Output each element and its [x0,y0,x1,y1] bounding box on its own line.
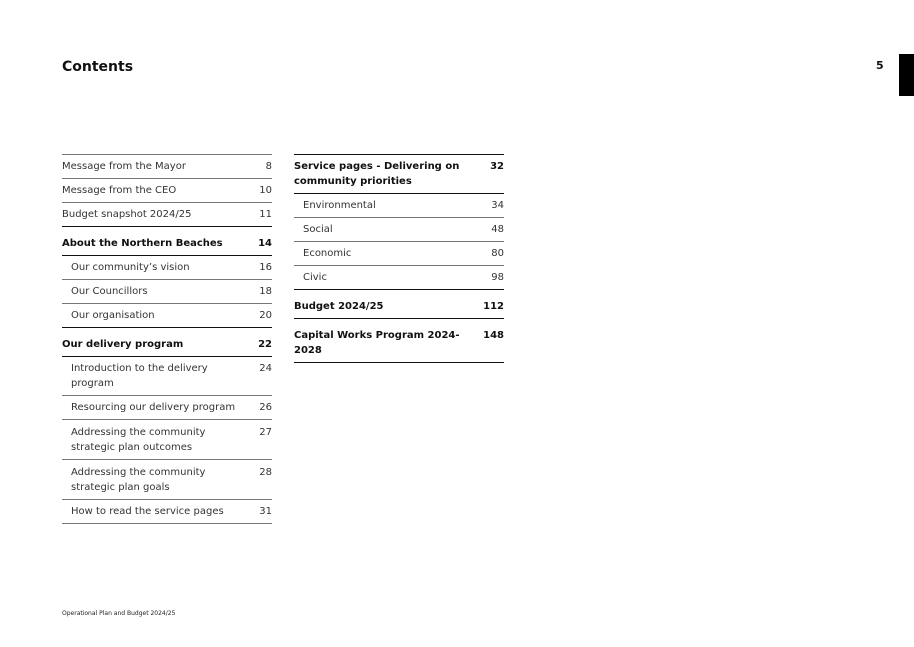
page-title: Contents [62,59,134,75]
toc-entry-label: Our Councillors [71,286,148,297]
toc-entry-page: 28 [259,467,272,478]
toc-section-page: 14 [258,238,272,249]
toc-entry-page: 26 [259,402,272,413]
toc-entry-message-mayor[interactable] [62,154,272,178]
toc-entry-economic[interactable] [294,241,504,265]
toc-section-label: Our delivery program [62,339,184,350]
toc-entry-budget-snapshot[interactable] [62,202,272,226]
toc-entry-label: Environmental [303,200,376,211]
toc-entry-read-service-pages[interactable] [62,499,272,523]
toc-entry-organisation[interactable] [62,303,272,327]
toc-entry-label: Social [303,224,333,235]
toc-entry-label: Resourcing our delivery program [71,402,236,413]
toc-entry-csp-outcomes[interactable] [62,419,272,459]
toc-entry-page: 31 [259,506,272,517]
toc-entry-community-vision[interactable] [62,255,272,279]
toc-entry-label: Economic [303,248,352,259]
toc-entry-civic[interactable] [294,265,504,289]
toc-entry-page: 98 [491,272,504,283]
toc-entry-councillors[interactable] [62,279,272,303]
toc-entry-resourcing-delivery-program[interactable] [62,395,272,419]
toc-section-label: Service pages - Delivering on community priorities [294,161,460,187]
toc-section-page: 22 [258,339,272,350]
toc-section-about-northern-beaches[interactable] [62,226,272,255]
toc-entry-page: 48 [491,224,504,235]
toc-entry-environmental[interactable] [294,193,504,217]
toc-entry-label: How to read the service pages [71,506,224,517]
toc-section-label: Budget 2024/25 [294,301,384,312]
toc-section-label: Capital Works Program 2024-2028 [294,330,460,356]
toc-section-budget[interactable] [294,289,504,318]
toc-entry-label: Introduction to the delivery program [71,363,208,389]
toc-entry-page: 34 [491,200,504,211]
page-number: 5 [876,59,884,72]
toc-entry-page: 27 [259,427,272,438]
toc-entry-page: 80 [491,248,504,259]
toc-entry-label: Our community’s vision [71,262,190,273]
toc-entry-label: Our organisation [71,310,155,321]
toc-section-label: About the Northern Beaches [62,238,223,249]
toc-entry-label: Message from the CEO [62,185,177,196]
toc-entry-social[interactable] [294,217,504,241]
toc-entry-page: 16 [259,262,272,273]
toc-entry-label: Budget snapshot 2024/25 [62,209,192,220]
toc-right-column [294,154,504,363]
toc-entry-page: 10 [259,185,272,196]
toc-section-page: 32 [490,161,504,172]
toc-section-capital-works[interactable] [294,318,504,362]
toc-entry-label: Addressing the community strategic plan goals [71,467,206,493]
toc-entry-label: Addressing the community strategic plan outcomes [71,427,206,453]
toc-entry-page: 8 [265,161,272,172]
toc-entry-intro-delivery-program[interactable] [62,356,272,395]
toc-entry-page: 11 [259,209,272,220]
toc-entry-page: 24 [259,363,272,374]
toc-left-end-rule [62,523,272,524]
toc-section-page: 148 [483,330,504,341]
toc-entry-page: 18 [259,286,272,297]
toc-entry-label: Civic [303,272,327,283]
toc-section-page: 112 [483,301,504,312]
toc-entry-label: Message from the Mayor [62,161,186,172]
toc-left-column [62,154,272,524]
toc-entry-message-ceo[interactable] [62,178,272,202]
footer-text: Operational Plan and Budget 2024/25 [62,610,176,617]
toc-right-end-rule [294,362,504,363]
edge-tab-marker [899,54,914,96]
toc-section-service-pages[interactable] [294,154,504,193]
toc-entry-csp-goals[interactable] [62,459,272,499]
toc-entry-page: 20 [259,310,272,321]
toc-section-delivery-program[interactable] [62,327,272,356]
